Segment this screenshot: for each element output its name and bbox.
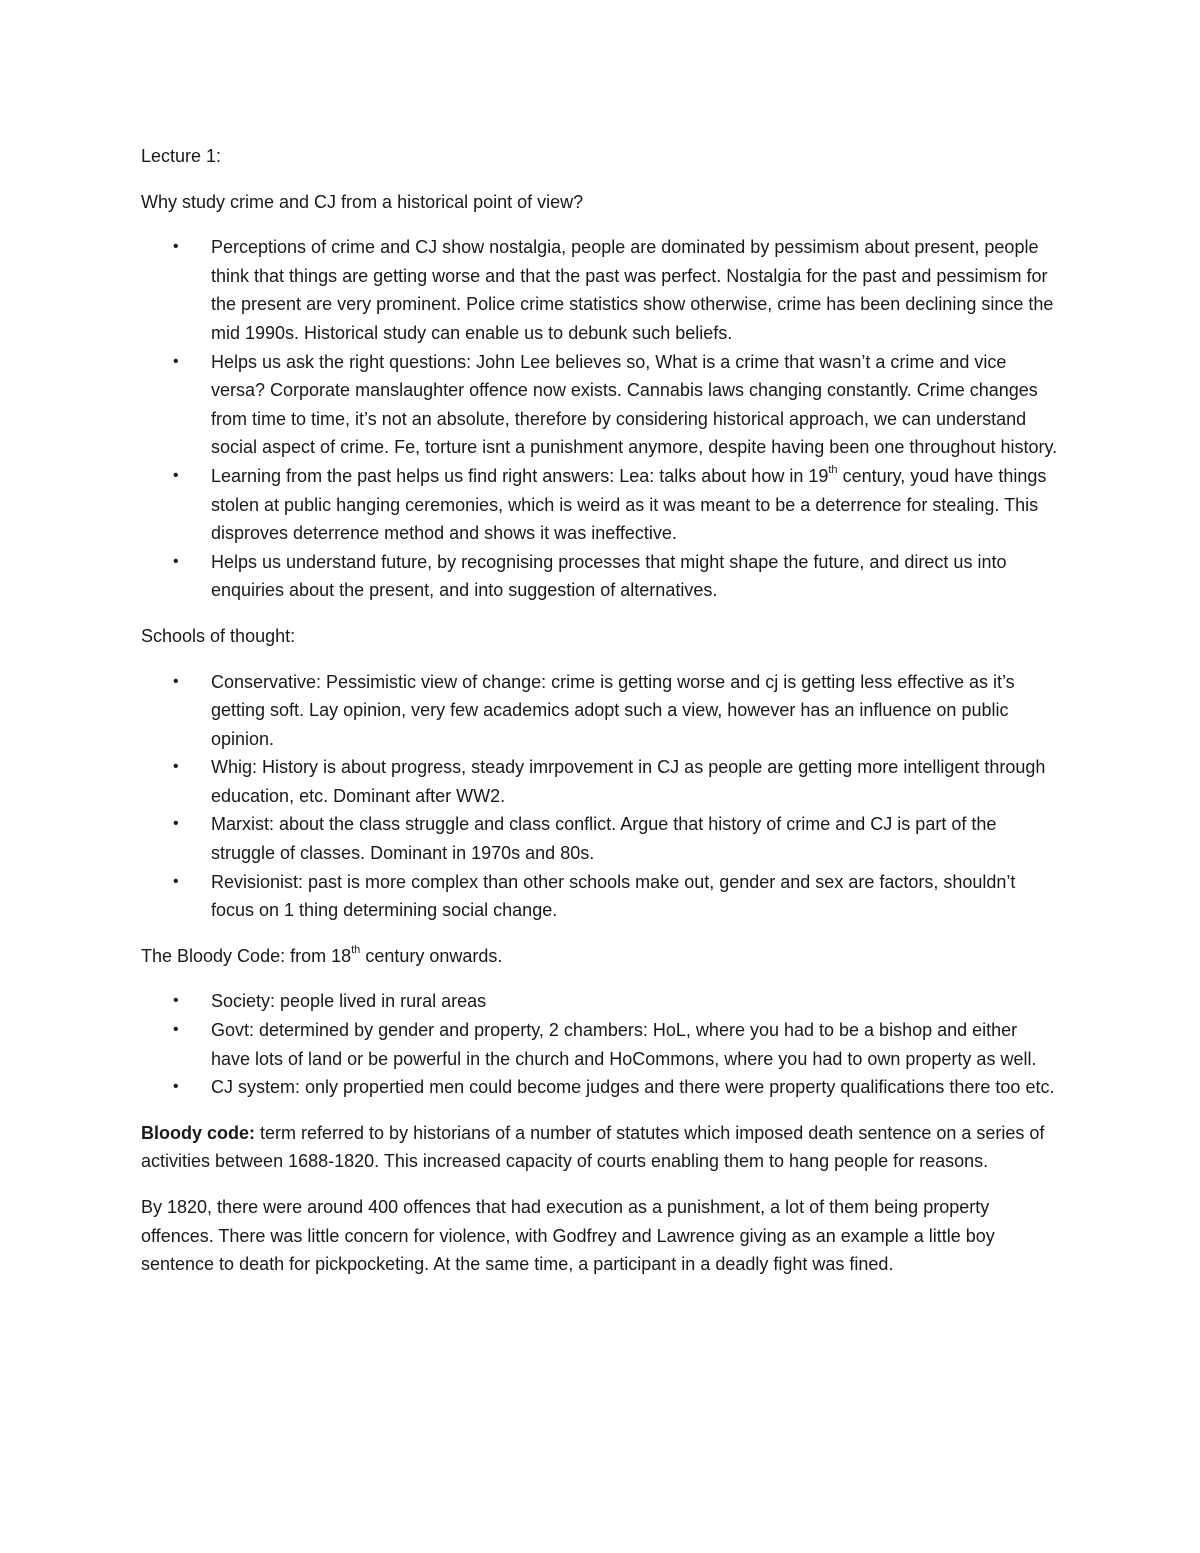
- question-heading: Why study crime and CJ from a historical point of view?: [141, 191, 584, 212]
- list-item: [141, 868, 1059, 925]
- bullet-icon: •: [173, 758, 179, 776]
- list-item-text: Revisionist: past is more complex than other schools make out, gender and sex are factors, shouldn’t focus on 1 thing determining social change.: [211, 871, 1016, 921]
- bullet-icon: •: [173, 352, 179, 370]
- superscript: th: [351, 943, 361, 956]
- reasons-list: [141, 233, 1059, 605]
- list-item: [141, 233, 1059, 347]
- superscript: th: [828, 463, 838, 476]
- bullet-icon: •: [173, 872, 179, 890]
- list-item-text: Helps us understand future, by recognising processes that might shape the future, and direct us into enquiries about the present, and into suggestion of alternatives.: [211, 551, 1007, 601]
- bullet-icon: •: [173, 552, 179, 570]
- definition-text: term referred to by historians of a number of statutes which imposed death sentence on a series of activities between 1688-1820. This increased capacity of courts enabling them to hang people for reasons.: [141, 1122, 1045, 1172]
- document-page: [141, 142, 1059, 1296]
- list-item: [141, 753, 1059, 810]
- bloody-code-heading: The Bloody Code: from 18th century onwards.: [141, 943, 503, 966]
- list-item: [141, 810, 1059, 867]
- definition-term: Bloody code:: [141, 1122, 256, 1143]
- list-item: [141, 1016, 1059, 1073]
- lecture-title: Lecture 1:: [141, 146, 222, 166]
- list-item-text: Govt: determined by gender and property, 2 chambers: HoL, where you had to be a bishop and either have lots of land or be powerful in the church and HoCommons, where you had to own property as well.: [211, 1020, 1037, 1069]
- schools-list: [141, 668, 1059, 925]
- list-item-text: CJ system: only propertied men could become judges and there were property qualifications there too etc.: [211, 1077, 1055, 1098]
- bullet-icon: •: [173, 992, 179, 1010]
- bullet-icon: •: [173, 466, 179, 484]
- list-item: [141, 348, 1059, 462]
- bullet-icon: •: [173, 1021, 179, 1039]
- bloody-code-definition: [141, 1119, 1059, 1176]
- list-item-text: Conservative: Pessimistic view of change: crime is getting worse and cj is getting less effective as it’s getting soft. Lay opinion, very few academics adopt such a view, however has an influence on public opinion.: [211, 671, 1015, 749]
- final-paragraph: By 1820, there were around 400 offences that had execution as a punishment, a lot of them being property offences. There was little concern for violence, with Godfrey and Lawrence giving as an example a little boy sentence to death for pickpocketing. At the same time, a participant in a deadly fight was fined.: [141, 1197, 995, 1275]
- bullet-icon: •: [173, 1078, 179, 1096]
- list-item-text: Marxist: about the class struggle and class conflict. Argue that history of crime and CJ is part of the struggle of classes. Dominant in 1970s and 80s.: [211, 814, 997, 864]
- context-list: [141, 987, 1059, 1101]
- list-item-text: Learning from the past helps us find right answers: Lea: talks about how in 19th century, youd have things stolen at public hanging ceremonies, which is weird as it was meant to be a deterrence for stealing. This disproves deterrence method and shows it was ineffective.: [211, 463, 1047, 544]
- bullet-icon: •: [173, 672, 179, 690]
- list-item: [141, 668, 1059, 754]
- bullet-icon: •: [173, 238, 179, 256]
- list-item: [141, 987, 1059, 1016]
- schools-heading: Schools of thought:: [141, 625, 296, 646]
- list-item: [141, 548, 1059, 605]
- list-item-text: Society: people lived in rural areas: [211, 991, 487, 1012]
- list-item-text: Whig: History is about progress, steady imrpovement in CJ as people are getting more intelligent through education, etc. Dominant after WW2.: [211, 757, 1046, 806]
- list-item-text: Perceptions of crime and CJ show nostalgia, people are dominated by pessimism about present, people think that things are getting worse and that the past was perfect. Nostalgia for the past and pessimism for the present are very prominent. Police crime statistics show otherwise, crime has been declining since the mid 1990s. Historical study can enable us to debunk such beliefs.: [211, 237, 1054, 343]
- bullet-icon: •: [173, 815, 179, 833]
- list-item: [141, 1073, 1059, 1102]
- list-item-text: Helps us ask the right questions: John Lee believes so, What is a crime that wasn’t a crime and vice versa? Corporate manslaughter offence now exists. Cannabis laws changing constantly. Crime changes from time to time, it’s not an absolute, therefore by considering historical approach, we can understand social aspect of crime. Fe, torture isnt a punishment anymore, despite having been one throughout history.: [211, 351, 1058, 458]
- list-item: [141, 462, 1059, 548]
